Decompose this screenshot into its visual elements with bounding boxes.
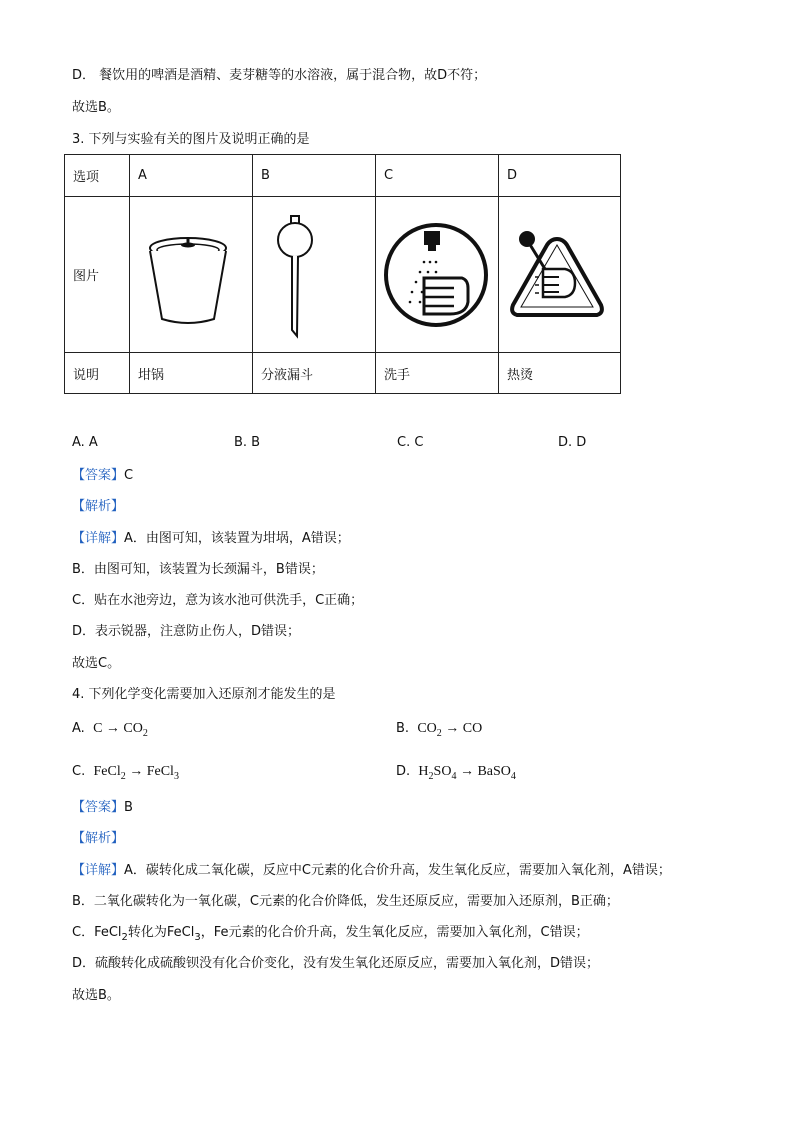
answer-value: B [124,800,133,815]
table-cell-picture [130,197,253,353]
table-cell: B [253,155,376,197]
question-3-table [64,154,621,394]
table-cell-picture [499,197,621,353]
analysis-tag: 【解析】 [72,831,125,846]
option-d: D. D [558,435,587,450]
answer-tag: 【答案】 [72,800,125,815]
detail-line: 【详解】A．碳转化成二氧化碳，反应中C元素的化合价升高，发生氧化反应，需要加入氧化剂，A错误； [72,863,671,878]
table-cell: 图片 [65,197,130,353]
text-line: C．贴在水池旁边，意为该水池可供洗手，C正确； [72,593,364,608]
table-row-pictures [65,197,621,353]
answer-line [72,467,133,485]
question-4-stem: 4. 下列化学变化需要加入还原剂才能发生的是 [72,687,336,702]
option-c: C. C [397,435,424,450]
table-cell: D [499,155,621,197]
table-cell: A [130,155,253,197]
wash-hands-icon [384,222,488,328]
table-cell: C [376,155,499,197]
table-cell: 热烫 [499,353,621,394]
table-cell-picture [253,197,376,353]
table-cell: 说明 [65,353,130,394]
text-line: B．二氧化碳转化为一氧化碳，C元素的化合价降低，发生还原反应，需要加入还原剂，B正确； [72,894,619,909]
text-line: D．表示锐器，注意防止伤人，D错误； [72,624,301,639]
crucible-icon [138,215,238,335]
option-b: B. $CO_2$ → CO [396,721,483,739]
text-line: D． 餐饮用的啤酒是酒精、麦芽糖等的水溶液，属于混合物，故D不符； [72,68,487,83]
option-b: B. B [234,435,261,450]
text-line: 故选B。 [72,100,120,115]
table-row-header [65,155,621,197]
answer-line [72,799,133,817]
text-line: C．FeCl$_2$转化为FeCl$_3$，Fe元素的化合价升高，发生氧化反应，需要加入氧化剂，C错误； [72,925,589,943]
detail-tag: 【详解】 [72,531,125,546]
table-row-description [65,353,621,394]
table-cell: 分液漏斗 [253,353,376,394]
table-cell: 洗手 [376,353,499,394]
answer-value: C [124,468,134,483]
detail-tag: 【详解】 [72,863,125,878]
table-cell: 选项 [65,155,130,197]
funnel-icon [261,210,361,340]
answer-tag: 【答案】 [72,468,125,483]
text-line: 故选B。 [72,988,120,1003]
question-3-stem: 3. 下列与实验有关的图片及说明正确的是 [72,132,310,147]
analysis-tag: 【解析】 [72,499,125,514]
text-line: D．硫酸转化成硫酸钡没有化合价变化，没有发生氧化还原反应，需要加入氧化剂，D错误； [72,956,600,971]
option-a: A. A [72,435,98,450]
table-cell-picture [376,197,499,353]
detail-line: 【详解】A．由图可知，该装置为坩埚，A错误； [72,531,350,546]
heat-warning-icon [507,225,607,325]
text-line: 故选C。 [72,656,121,671]
option-c: C. FeCl$_2$ → FeCl$_3$ [72,764,179,782]
option-d: D. $H_2SO_4$ → BaSO$_4$ [396,764,516,782]
text-line: B．由图可知，该装置为长颈漏斗，B错误； [72,562,324,577]
table-cell: 坩锅 [130,353,253,394]
option-a: A. $C \to CO_2$ [72,721,148,739]
